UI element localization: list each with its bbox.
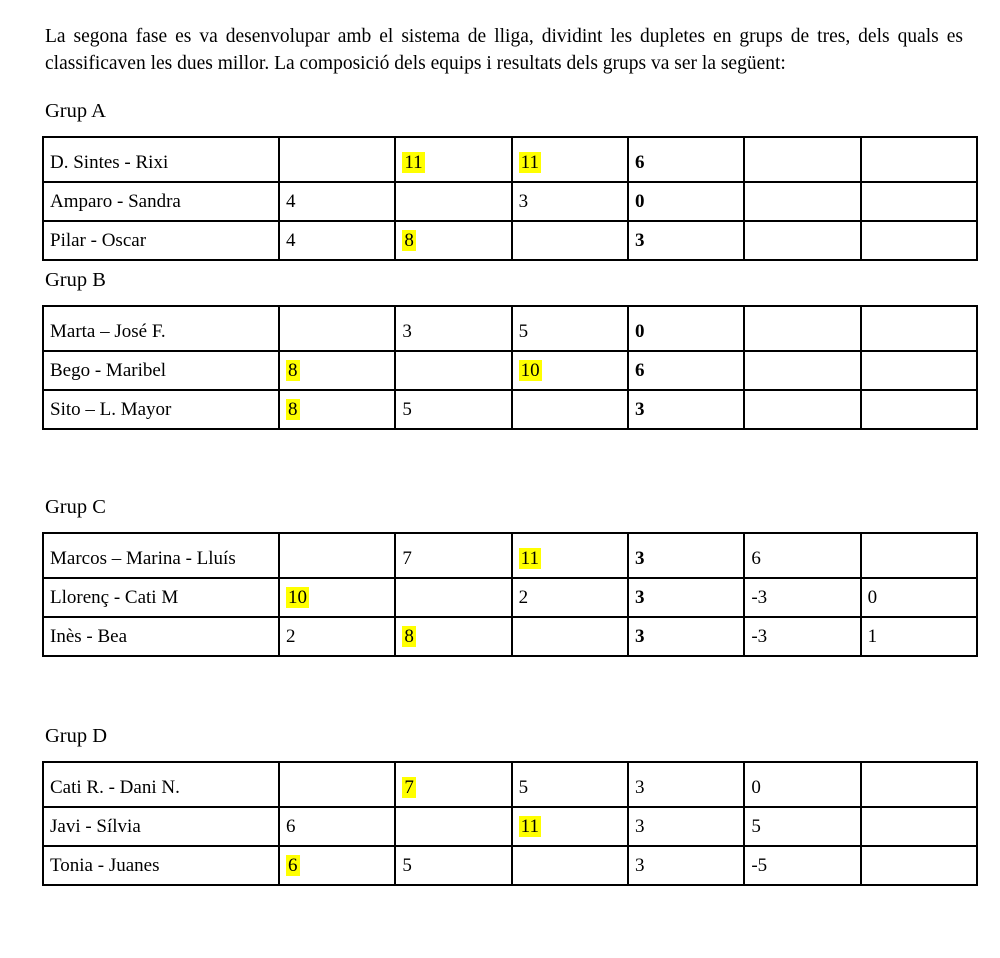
- result-cell: [512, 351, 628, 390]
- result-cell: [512, 617, 628, 656]
- table-row: [43, 221, 977, 260]
- result-cell: [395, 617, 511, 656]
- result-cell: 5: [744, 807, 860, 846]
- result-cell: [395, 578, 511, 617]
- result-cell: [512, 807, 628, 846]
- result-cell: [279, 137, 395, 182]
- group-a: [44, 99, 1000, 261]
- result-cell: [395, 137, 511, 182]
- highlighted-value: 11: [520, 152, 539, 173]
- team-name-cell: Marcos – Marina - Lluís: [43, 533, 279, 578]
- result-cell: [861, 762, 977, 807]
- results-table: [42, 305, 978, 430]
- result-cell: 3: [512, 182, 628, 221]
- results-table: [42, 761, 978, 886]
- table-row: [43, 533, 977, 578]
- highlighted-value: 11: [520, 816, 539, 837]
- result-cell: 3: [628, 390, 744, 429]
- group-title: Grup C: [45, 496, 106, 518]
- highlighted-value: 7: [404, 777, 414, 798]
- result-cell: [395, 182, 511, 221]
- result-cell: 7: [395, 533, 511, 578]
- result-cell: [861, 533, 977, 578]
- result-cell: [512, 137, 628, 182]
- table-row: [43, 351, 977, 390]
- highlighted-value: 8: [404, 626, 414, 647]
- team-name-cell: Tonia - Juanes: [43, 846, 279, 885]
- result-cell: 3: [628, 762, 744, 807]
- team-name-cell: Cati R. - Dani N.: [43, 762, 279, 807]
- group-c: [44, 495, 1000, 657]
- result-cell: [395, 762, 511, 807]
- result-cell: 6: [744, 533, 860, 578]
- highlighted-value: 6: [288, 855, 298, 876]
- result-cell: [512, 221, 628, 260]
- result-cell: [861, 807, 977, 846]
- results-table: [42, 136, 978, 261]
- group-title: Grup A: [45, 100, 106, 122]
- highlighted-value: 11: [520, 548, 539, 569]
- table-row: [43, 846, 977, 885]
- result-cell: [279, 351, 395, 390]
- result-cell: 0: [628, 306, 744, 351]
- result-cell: [861, 306, 977, 351]
- result-cell: -3: [744, 617, 860, 656]
- table-row: [43, 762, 977, 807]
- group-d: [44, 724, 1000, 886]
- result-cell: [279, 762, 395, 807]
- table-row: [43, 182, 977, 221]
- result-cell: [395, 351, 511, 390]
- team-name-cell: Sito – L. Mayor: [43, 390, 279, 429]
- result-cell: [744, 306, 860, 351]
- team-name-cell: Marta – José F.: [43, 306, 279, 351]
- highlighted-value: 10: [520, 360, 540, 381]
- result-cell: [395, 221, 511, 260]
- table-row: [43, 137, 977, 182]
- table-row: [43, 306, 977, 351]
- team-name-cell: Bego - Maribel: [43, 351, 279, 390]
- highlighted-value: 8: [288, 399, 298, 420]
- team-name-cell: Llorenç - Cati M: [43, 578, 279, 617]
- team-name-cell: Amparo - Sandra: [43, 182, 279, 221]
- result-cell: [861, 390, 977, 429]
- result-cell: 0: [861, 578, 977, 617]
- result-cell: 3: [628, 846, 744, 885]
- result-cell: [861, 182, 977, 221]
- result-cell: 5: [512, 306, 628, 351]
- table-row: [43, 807, 977, 846]
- result-cell: [279, 578, 395, 617]
- result-cell: -5: [744, 846, 860, 885]
- result-cell: 5: [395, 390, 511, 429]
- group-title: Grup D: [45, 725, 108, 747]
- highlighted-value: 8: [288, 360, 298, 381]
- result-cell: [861, 137, 977, 182]
- result-cell: [279, 846, 395, 885]
- result-cell: 5: [395, 846, 511, 885]
- result-cell: [512, 846, 628, 885]
- result-cell: [744, 351, 860, 390]
- result-cell: 4: [279, 221, 395, 260]
- group-title: Grup B: [45, 269, 106, 291]
- result-cell: 5: [512, 762, 628, 807]
- result-cell: 2: [512, 578, 628, 617]
- table-row: [43, 390, 977, 429]
- result-cell: 2: [279, 617, 395, 656]
- highlighted-value: 10: [288, 587, 307, 608]
- intro-paragraph: La segona fase es va desenvolupar amb el sistema de lliga, dividint les dupletes en grups de tres, dels quals es classificaven les dues millor. La composició dels equips i resultats dels grups va ser la següent:: [45, 26, 963, 74]
- team-name-cell: D. Sintes - Rixi: [43, 137, 279, 182]
- result-cell: 6: [279, 807, 395, 846]
- result-cell: [861, 221, 977, 260]
- result-cell: [861, 351, 977, 390]
- result-cell: 3: [628, 807, 744, 846]
- result-cell: [512, 390, 628, 429]
- team-name-cell: Pilar - Oscar: [43, 221, 279, 260]
- result-cell: [744, 221, 860, 260]
- highlighted-value: 8: [404, 230, 414, 251]
- result-cell: [279, 533, 395, 578]
- result-cell: 3: [628, 578, 744, 617]
- result-cell: [744, 137, 860, 182]
- result-cell: 0: [628, 182, 744, 221]
- results-table: [42, 532, 978, 657]
- table-row: [43, 578, 977, 617]
- result-cell: 6: [628, 351, 744, 390]
- result-cell: 3: [628, 221, 744, 260]
- result-cell: [395, 807, 511, 846]
- team-name-cell: Javi - Sílvia: [43, 807, 279, 846]
- result-cell: 3: [628, 533, 744, 578]
- result-cell: 6: [628, 137, 744, 182]
- result-cell: 3: [395, 306, 511, 351]
- result-cell: [512, 533, 628, 578]
- result-cell: [279, 306, 395, 351]
- result-cell: 3: [628, 617, 744, 656]
- result-cell: [744, 182, 860, 221]
- team-name-cell: Inès - Bea: [43, 617, 279, 656]
- result-cell: 1: [861, 617, 977, 656]
- group-b: [44, 268, 1000, 430]
- result-cell: 4: [279, 182, 395, 221]
- result-cell: -3: [744, 578, 860, 617]
- groups-container: [44, 99, 1000, 886]
- result-cell: [279, 390, 395, 429]
- result-cell: 0: [744, 762, 860, 807]
- result-cell: [744, 390, 860, 429]
- table-row: [43, 617, 977, 656]
- highlighted-value: 11: [404, 152, 423, 173]
- result-cell: [861, 846, 977, 885]
